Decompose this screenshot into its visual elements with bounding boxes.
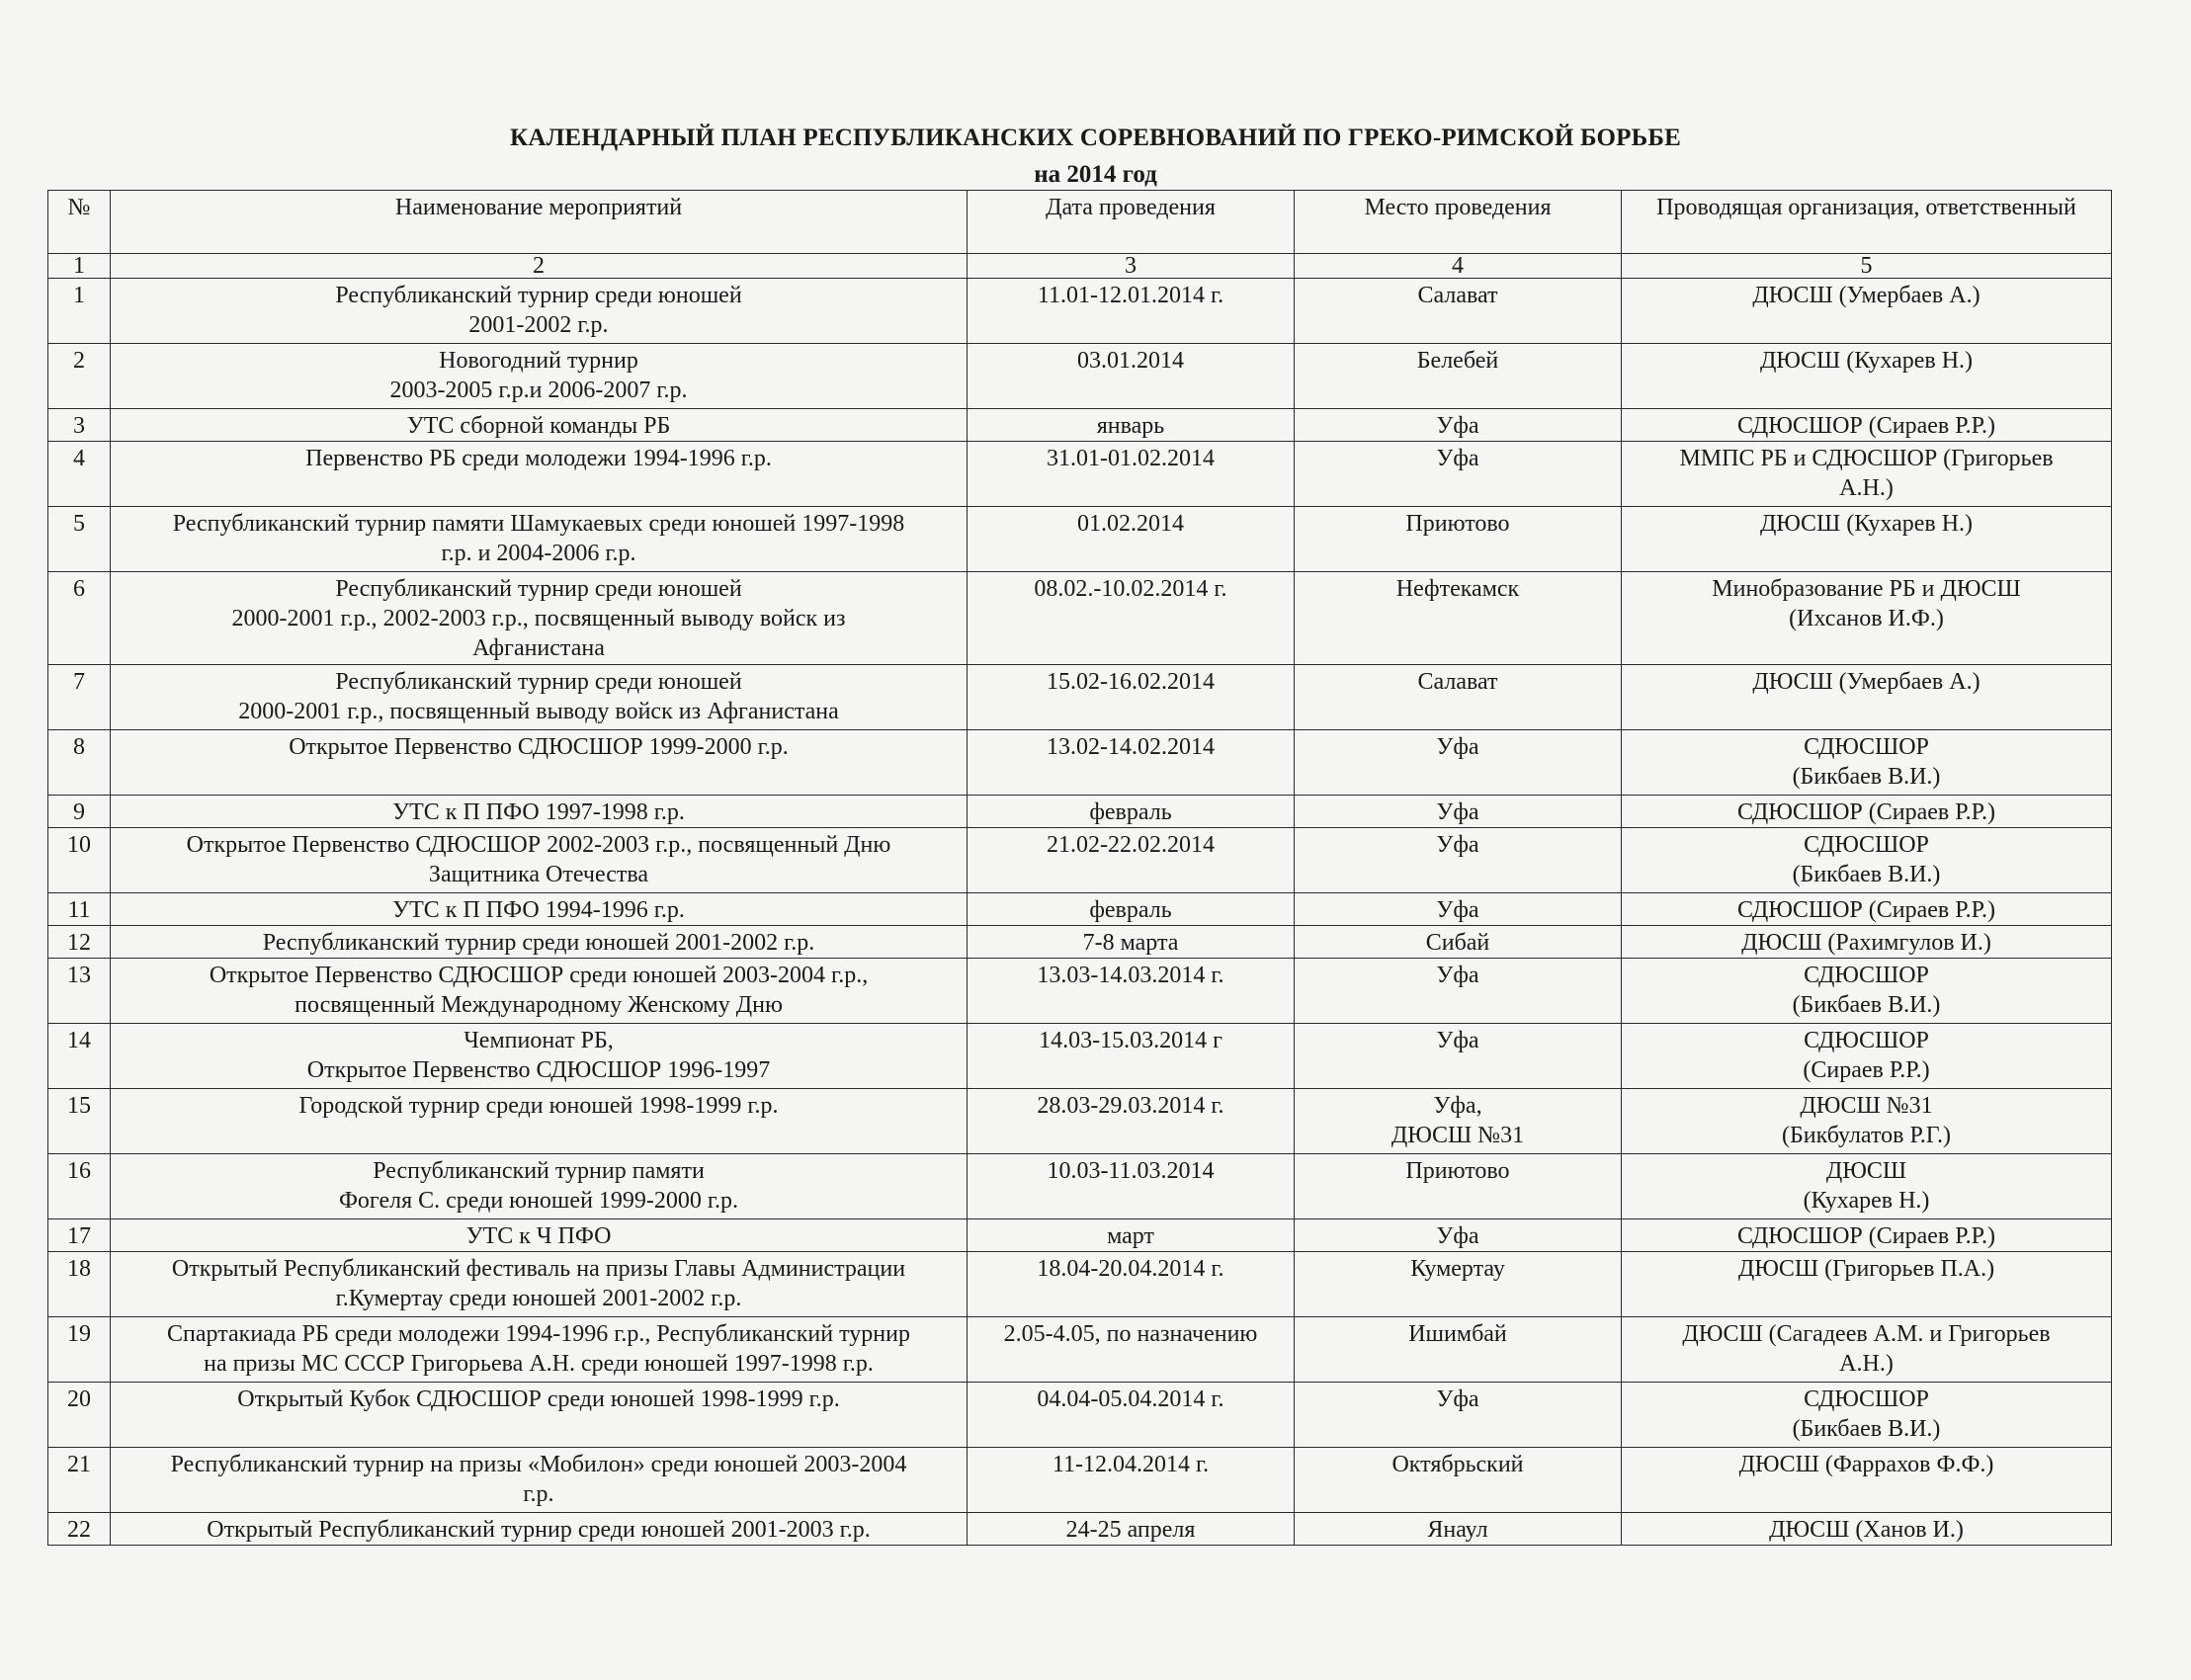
event-date: 7-8 марта bbox=[968, 926, 1295, 959]
event-name: Открытый Республиканский фестиваль на призы Главы Администрации г.Кумертау среди юношей 2001-2002 г.р. bbox=[111, 1252, 968, 1317]
event-name: Чемпионат РБ, Открытое Первенство СДЮСШОР 1996-1997 bbox=[111, 1024, 968, 1089]
event-place: Салават bbox=[1295, 665, 1622, 730]
event-place: Белебей bbox=[1295, 344, 1622, 409]
event-name: Республиканский турнир среди юношей 2001-2002 г.р. bbox=[111, 279, 968, 344]
event-date: 15.02-16.02.2014 bbox=[968, 665, 1295, 730]
event-date: 04.04-05.04.2014 г. bbox=[968, 1383, 1295, 1448]
event-organization: СДЮСШОР (Сираев Р.Р.) bbox=[1622, 1024, 2112, 1089]
event-name: Спартакиада РБ среди молодежи 1994-1996 г.р., Республиканский турнир на призы МС СССР Григорьева А.Н. среди юношей 1997-1998 г.р. bbox=[111, 1317, 968, 1383]
event-place: Уфа bbox=[1295, 893, 1622, 926]
row-number: 18 bbox=[48, 1252, 111, 1317]
row-number: 16 bbox=[48, 1154, 111, 1219]
event-name: Республиканский турнир памяти Шамукаевых среди юношей 1997-1998 г.р. и 2004-2006 г.р. bbox=[111, 507, 968, 572]
table-row bbox=[48, 279, 2112, 344]
event-place: Уфа bbox=[1295, 828, 1622, 893]
event-organization: СДЮСШОР (Бикбаев В.И.) bbox=[1622, 730, 2112, 796]
table-row bbox=[48, 1317, 2112, 1383]
document-title: КАЛЕНДАРНЫЙ ПЛАН РЕСПУБЛИКАНСКИХ СОРЕВНОВАНИЙ ПО ГРЕКО-РИМСКОЙ БОРЬБЕ bbox=[510, 125, 1681, 151]
header-number: № bbox=[48, 191, 111, 254]
event-name: Открытый Республиканский турнир среди юношей 2001-2003 г.р. bbox=[111, 1513, 968, 1546]
event-organization: ДЮСШ (Кухарев Н.) bbox=[1622, 507, 2112, 572]
document-subtitle: на 2014 год bbox=[1034, 161, 1157, 188]
event-name: Открытое Первенство СДЮСШОР среди юношей 2003-2004 г.р., посвященный Международному Женскому Дню bbox=[111, 959, 968, 1024]
event-name: УТС к Ч ПФО bbox=[111, 1219, 968, 1252]
event-organization: ДЮСШ №31 (Бикбулатов Р.Г.) bbox=[1622, 1089, 2112, 1154]
column-number: 5 bbox=[1622, 254, 2112, 279]
event-place: Нефтекамск bbox=[1295, 572, 1622, 665]
event-place: Уфа bbox=[1295, 409, 1622, 442]
event-place: Уфа bbox=[1295, 959, 1622, 1024]
event-organization: ММПС РБ и СДЮСШОР (Григорьев А.Н.) bbox=[1622, 442, 2112, 507]
event-place: Кумертау bbox=[1295, 1252, 1622, 1317]
event-place: Уфа bbox=[1295, 730, 1622, 796]
row-number: 11 bbox=[48, 893, 111, 926]
row-number: 20 bbox=[48, 1383, 111, 1448]
row-number: 22 bbox=[48, 1513, 111, 1546]
event-date: 03.01.2014 bbox=[968, 344, 1295, 409]
event-date: 11.01-12.01.2014 г. bbox=[968, 279, 1295, 344]
event-date: 31.01-01.02.2014 bbox=[968, 442, 1295, 507]
event-organization: ДЮСШ (Фаррахов Ф.Ф.) bbox=[1622, 1448, 2112, 1513]
event-date: 13.02-14.02.2014 bbox=[968, 730, 1295, 796]
event-organization: ДЮСШ (Кухарев Н.) bbox=[1622, 1154, 2112, 1219]
event-date: 08.02.-10.02.2014 г. bbox=[968, 572, 1295, 665]
event-name: УТС к П ПФО 1997-1998 г.р. bbox=[111, 796, 968, 828]
row-number: 7 bbox=[48, 665, 111, 730]
event-place: Уфа, ДЮСШ №31 bbox=[1295, 1089, 1622, 1154]
event-organization: ДЮСШ (Рахимгулов И.) bbox=[1622, 926, 2112, 959]
event-date: февраль bbox=[968, 893, 1295, 926]
row-number: 15 bbox=[48, 1089, 111, 1154]
event-place: Уфа bbox=[1295, 1024, 1622, 1089]
table-row bbox=[48, 1252, 2112, 1317]
event-organization: СДЮСШОР (Бикбаев В.И.) bbox=[1622, 828, 2112, 893]
event-organization: Минобразование РБ и ДЮСШ (Ихсанов И.Ф.) bbox=[1622, 572, 2112, 665]
competition-calendar-table bbox=[47, 190, 2112, 1546]
event-name: Республиканский турнир на призы «Мобилон» среди юношей 2003-2004 г.р. bbox=[111, 1448, 968, 1513]
column-number: 1 bbox=[48, 254, 111, 279]
table-header-row bbox=[48, 191, 2112, 254]
event-organization: СДЮСШОР (Бикбаев В.И.) bbox=[1622, 959, 2112, 1024]
table-row bbox=[48, 572, 2112, 665]
event-place: Октябрьский bbox=[1295, 1448, 1622, 1513]
table-row bbox=[48, 1089, 2112, 1154]
table-row bbox=[48, 926, 2112, 959]
header-place: Место проведения bbox=[1295, 191, 1622, 254]
table-row bbox=[48, 796, 2112, 828]
header-organization: Проводящая организация, ответственный bbox=[1622, 191, 2112, 254]
table-row bbox=[48, 1154, 2112, 1219]
table-row bbox=[48, 959, 2112, 1024]
event-place: Уфа bbox=[1295, 796, 1622, 828]
event-date: март bbox=[968, 1219, 1295, 1252]
event-date: 11-12.04.2014 г. bbox=[968, 1448, 1295, 1513]
event-organization: ДЮСШ (Умербаев А.) bbox=[1622, 279, 2112, 344]
row-number: 14 bbox=[48, 1024, 111, 1089]
event-name: Республиканский турнир среди юношей 2000-2001 г.р., 2002-2003 г.р., посвященный выводу войск из Афганистана bbox=[111, 572, 968, 665]
table-row bbox=[48, 730, 2112, 796]
event-date: январь bbox=[968, 409, 1295, 442]
event-organization: СДЮСШОР (Сираев Р.Р.) bbox=[1622, 893, 2112, 926]
event-place: Приютово bbox=[1295, 507, 1622, 572]
row-number: 1 bbox=[48, 279, 111, 344]
row-number: 17 bbox=[48, 1219, 111, 1252]
row-number: 4 bbox=[48, 442, 111, 507]
table-row bbox=[48, 507, 2112, 572]
event-date: 21.02-22.02.2014 bbox=[968, 828, 1295, 893]
column-number: 2 bbox=[111, 254, 968, 279]
event-name: Городской турнир среди юношей 1998-1999 г.р. bbox=[111, 1089, 968, 1154]
row-number: 3 bbox=[48, 409, 111, 442]
row-number: 6 bbox=[48, 572, 111, 665]
event-name: Республиканский турнир памяти Фогеля С. среди юношей 1999-2000 г.р. bbox=[111, 1154, 968, 1219]
row-number: 21 bbox=[48, 1448, 111, 1513]
event-date: 01.02.2014 bbox=[968, 507, 1295, 572]
event-name: Открытое Первенство СДЮСШОР 1999-2000 г.р. bbox=[111, 730, 968, 796]
event-organization: ДЮСШ (Григорьев П.А.) bbox=[1622, 1252, 2112, 1317]
row-number: 9 bbox=[48, 796, 111, 828]
table-row bbox=[48, 1024, 2112, 1089]
event-name: Республиканский турнир среди юношей 2001-2002 г.р. bbox=[111, 926, 968, 959]
event-organization: СДЮСШОР (Сираев Р.Р.) bbox=[1622, 1219, 2112, 1252]
row-number: 13 bbox=[48, 959, 111, 1024]
event-organization: ДЮСШ (Ханов И.) bbox=[1622, 1513, 2112, 1546]
table-row bbox=[48, 344, 2112, 409]
event-organization: ДЮСШ (Сагадеев А.М. и Григорьев А.Н.) bbox=[1622, 1317, 2112, 1383]
event-name: Новогодний турнир 2003-2005 г.р.и 2006-2007 г.р. bbox=[111, 344, 968, 409]
event-date: 2.05-4.05, по назначению bbox=[968, 1317, 1295, 1383]
event-date: 13.03-14.03.2014 г. bbox=[968, 959, 1295, 1024]
event-place: Ишимбай bbox=[1295, 1317, 1622, 1383]
event-date: 28.03-29.03.2014 г. bbox=[968, 1089, 1295, 1154]
event-name: УТС к П ПФО 1994-1996 г.р. bbox=[111, 893, 968, 926]
table-body bbox=[48, 279, 2112, 1546]
event-organization: ДЮСШ (Кухарев Н.) bbox=[1622, 344, 2112, 409]
event-place: Янаул bbox=[1295, 1513, 1622, 1546]
table-row bbox=[48, 1513, 2112, 1546]
event-name: Первенство РБ среди молодежи 1994-1996 г.р. bbox=[111, 442, 968, 507]
event-name: УТС сборной команды РБ bbox=[111, 409, 968, 442]
column-number-row bbox=[48, 254, 2112, 279]
event-organization: СДЮСШОР (Бикбаев В.И.) bbox=[1622, 1383, 2112, 1448]
table-row bbox=[48, 1448, 2112, 1513]
event-name: Республиканский турнир среди юношей 2000-2001 г.р., посвященный выводу войск из Афганистана bbox=[111, 665, 968, 730]
event-date: 10.03-11.03.2014 bbox=[968, 1154, 1295, 1219]
header-date: Дата проведения bbox=[968, 191, 1295, 254]
event-name: Открытый Кубок СДЮСШОР среди юношей 1998-1999 г.р. bbox=[111, 1383, 968, 1448]
event-organization: СДЮСШОР (Сираев Р.Р.) bbox=[1622, 409, 2112, 442]
table-row bbox=[48, 1383, 2112, 1448]
table-row bbox=[48, 893, 2112, 926]
table-row bbox=[48, 409, 2112, 442]
event-organization: ДЮСШ (Умербаев А.) bbox=[1622, 665, 2112, 730]
table-row bbox=[48, 828, 2112, 893]
header-event-name: Наименование мероприятий bbox=[111, 191, 968, 254]
event-place: Салават bbox=[1295, 279, 1622, 344]
row-number: 10 bbox=[48, 828, 111, 893]
event-place: Сибай bbox=[1295, 926, 1622, 959]
row-number: 8 bbox=[48, 730, 111, 796]
column-number: 3 bbox=[968, 254, 1295, 279]
event-organization: СДЮСШОР (Сираев Р.Р.) bbox=[1622, 796, 2112, 828]
row-number: 19 bbox=[48, 1317, 111, 1383]
event-place: Уфа bbox=[1295, 1383, 1622, 1448]
row-number: 2 bbox=[48, 344, 111, 409]
event-date: февраль bbox=[968, 796, 1295, 828]
row-number: 5 bbox=[48, 507, 111, 572]
event-name: Открытое Первенство СДЮСШОР 2002-2003 г.р., посвященный Дню Защитника Отечества bbox=[111, 828, 968, 893]
event-place: Уфа bbox=[1295, 1219, 1622, 1252]
table-row bbox=[48, 442, 2112, 507]
table-row bbox=[48, 665, 2112, 730]
row-number: 12 bbox=[48, 926, 111, 959]
event-place: Уфа bbox=[1295, 442, 1622, 507]
event-date: 18.04-20.04.2014 г. bbox=[968, 1252, 1295, 1317]
event-date: 24-25 апреля bbox=[968, 1513, 1295, 1546]
event-date: 14.03-15.03.2014 г bbox=[968, 1024, 1295, 1089]
column-number: 4 bbox=[1295, 254, 1622, 279]
event-place: Приютово bbox=[1295, 1154, 1622, 1219]
table-row bbox=[48, 1219, 2112, 1252]
